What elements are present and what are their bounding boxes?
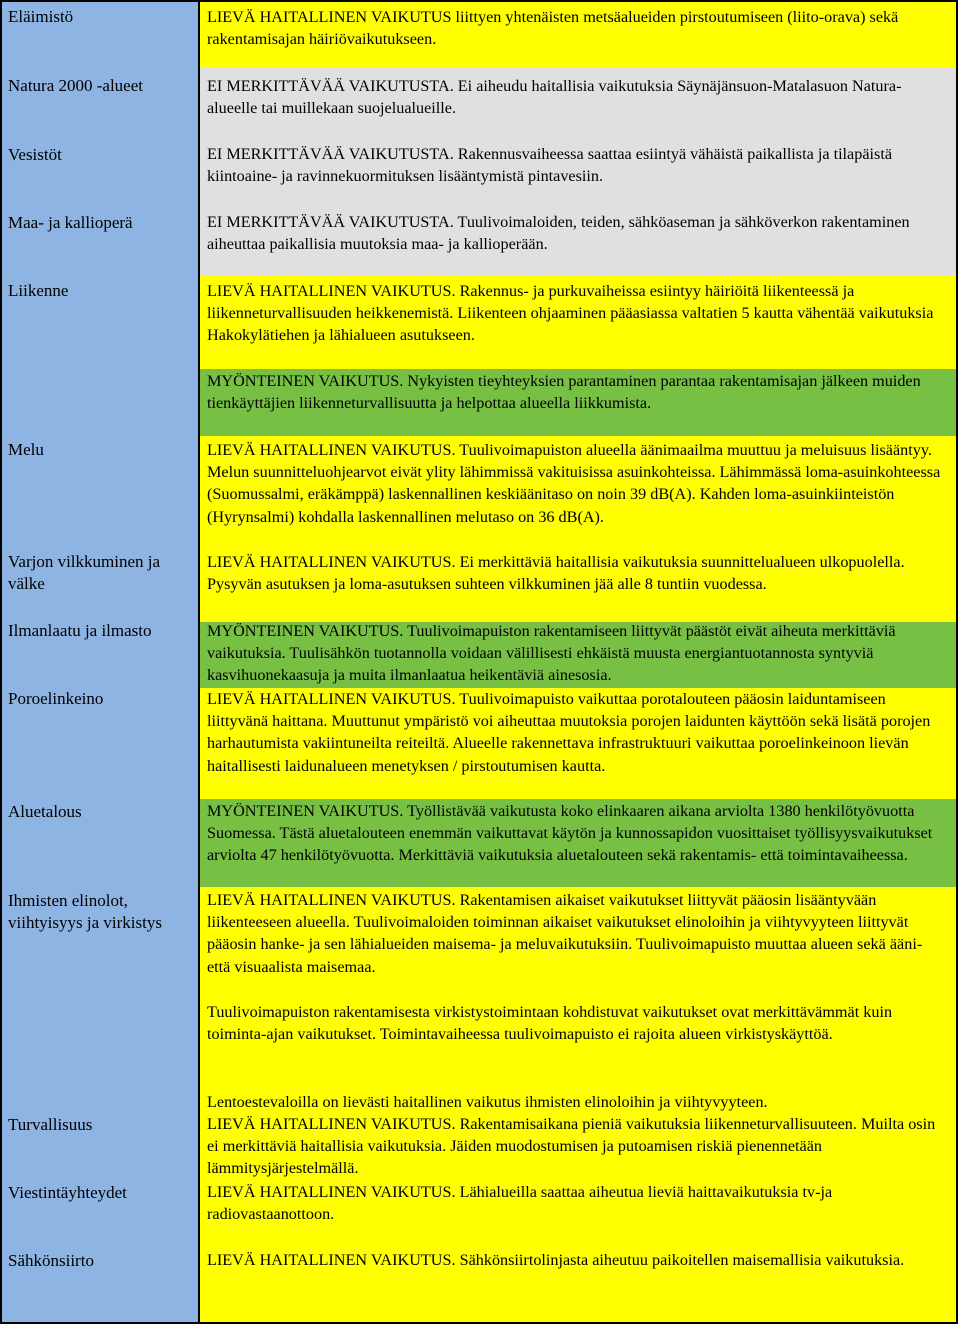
text-viestinta: LIEVÄ HAITALLINEN VAIKUTUS. Lähialueilla saattaa aiheutua lieviä haittavaikutuksia tv-ja radiovastaanottoon. [207,1183,833,1224]
label-poro: Poroelinkeino [8,689,104,708]
border-left [0,0,2,1324]
text-vesistot: EI MERKITTÄVÄÄ VAIKUTUSTA. Rakennusvaiheessa saattaa esiintyä vähäistä paikallista ja tilapäistä kiintoaine- ja ravinnekuormituksen lisääntymistä pintavesiin. [207,145,893,186]
text-aluetalous: MYÖNTEINEN VAIKUTUS. Työllistävää vaikutusta koko elinkaaren aikana arviolta 1380 henkilötyövuotta Suomessa. Tästä aluetalouteen enemmän vaikuttavat käytön ja kunnossapidon vuosittaiset työllisyysvaikutukset arviolta 47 henkilötyövuotta. Merkittäviä vaikutuksia aluetalouteen sekä rakentamis- että toimintavaiheessa. [207,802,933,865]
text-maa: EI MERKITTÄVÄÄ VAIKUTUSTA. Tuulivoimaloiden, teiden, sähköaseman ja sähköverkon rakentaminen aiheuttaa paikallisia muutoksia maa- ja kallioperään. [207,213,910,254]
label-ihmiset: Ihmisten elinolot, viihtyisyys ja virkistys [8,891,162,932]
label-maa: Maa- ja kallioperä [8,213,133,232]
text-liikenne-1: LIEVÄ HAITALLINEN VAIKUTUS. Rakennus- ja purkuvaiheissa esiintyy häiriöitä liikenteessä ja liikenneturvallisuuden heikkenemistä. Liikenteen ohjaaminen pääasiassa valtatien 5 kautta vähentää vaikutuksia Hakokylätiehen ja lähialueen asutukseen. [207,282,934,345]
text-ihmiset-1: LIEVÄ HAITALLINEN VAIKUTUS. Rakentamisen aikaiset vaikutukset liittyvät pääosin lisääntyvään liikenteeseen alueella. Tuulivoimaloiden toiminnan aikaiset vaikutukset elinoloihin ja viihtyvyyteen liittyvät pääosin hanke- ja sen lähialueiden maisema- ja meluvaikutuksiin. Tuulivoimapuisto muuttaa alueen sekä ääni- että visuaalista maisemaa. [207,891,923,976]
border-top [0,0,958,2]
label-viestinta: Viestintäyhteydet [8,1183,127,1202]
label-turvallisuus: Turvallisuus [8,1115,93,1134]
text-sahko: LIEVÄ HAITALLINEN VAIKUTUS. Sähkönsiirtolinjasta aiheutuu paikoitellen maisemallisia vaikutuksia. [207,1251,905,1269]
text-turvallisuus: LIEVÄ HAITALLINEN VAIKUTUS. Rakentamisaikana pieniä vaikutuksia liikenneturvallisuuteen. Muilta osin ei merkittäviä haitallisia vaikutuksia. Jäiden muodostumisen ja putoamisen riskiä pienennetään lämmitysjärjestelmällä. [207,1115,936,1178]
text-natura: EI MERKITTÄVÄÄ VAIKUTUSTA. Ei aiheudu haitallisia vaikutuksia Säynäjänsuon-Matalasuon Natura-alueelle tai muillekaan suojelualueille. [207,77,902,118]
text-ihmiset-2: Tuulivoimapuiston rakentamisesta virkistystoimintaan kohdistuvat vaikutukset ovat merkittävämmät kuin toiminta-ajan vaikutukset. Toimintavaiheessa tuulivoimapuisto ei rajoita alueen virkistyskäyttöä. [207,1003,893,1044]
text-ilma: MYÖNTEINEN VAIKUTUS. Tuulivoimapuiston rakentamiseen liittyvät päästöt eivät aiheuta merkittäviä vaikutuksia. Tuulisähkön tuotannolla voidaan välillisesti ehkäistä muusta energiantuotannosta syntyviä kasvihuonekaasuja ja muita ilmanlaatua heikentäviä ainesosia. [207,622,896,685]
text-melu: LIEVÄ HAITALLINEN VAIKUTUS. Tuulivoimapuiston alueella äänimaailma muuttuu ja meluisuus lisääntyy. Melun suunnitteluohjearvot eivät ylity lähimmissä vakituisissa asuinkohteissa. Lähimmässä loma-asuinkohteessa (Suomussalmi, eräkämppä) laskennallinen keskiäänitaso on noin 39 dB(A). Kahden loma-asuinkiinteistön (Hyrynsalmi) kohdalla laskennallinen melutaso on 36 dB(A). [207,441,941,526]
label-vesistot: Vesistöt [8,145,62,164]
label-aluetalous: Aluetalous [8,802,82,821]
text-liikenne-2: MYÖNTEINEN VAIKUTUS. Nykyisten tieyhteyksien parantaminen parantaa rakentamisajan jälkeen muiden tienkäyttäjien liikenneturvallisuutta ja helpottaa alueella liikkumista. [207,372,921,413]
label-varjo: Varjon vilkkuminen ja välke [8,552,161,593]
label-elaimisto: Eläimistö [8,7,74,26]
label-sahko: Sähkönsiirto [8,1251,94,1270]
text-varjo: LIEVÄ HAITALLINEN VAIKUTUS. Ei merkittäviä haitallisia vaikutuksia suunnittelualueen ulkopuolella. Pysyvän asutuksen ja loma-asutuksen suhteen vilkkuminen jää alle 8 tuntiin vuodessa. [207,553,905,594]
text-elaimisto: LIEVÄ HAITALLINEN VAIKUTUS liittyen yhtenäisten metsäalueiden pirstoutumiseen (liito-orava) sekä rakentamisajan häiriövaikutukseen. [207,8,899,49]
text-ihmiset-3: Lentoestevaloilla on lievästi haitallinen vaikutus ihmisten elinoloihin ja viihtyvyyteen. [207,1093,768,1111]
label-ilma: Ilmanlaatu ja ilmasto [8,621,152,640]
label-natura: Natura 2000 -alueet [8,76,143,95]
border-right [956,0,958,1324]
label-melu: Melu [8,440,44,459]
text-poro: LIEVÄ HAITALLINEN VAIKUTUS. Tuulivoimapuisto vaikuttaa porotalouteen pääosin laiduntamiseen liittyvänä haittana. Muuttunut ympäristö voi aiheuttaa muutoksia porojen laidunten käyttöön sekä lisätä porojen harhautumista vakiintuneilta reiteiltä. Alueelle rakennettava infrastruktuuri vaikuttaa poroelinkeinoon lievän haitallisesti laidunalueen menetyksen / pirstoutumisen kautta. [207,690,931,775]
label-liikenne: Liikenne [8,281,69,300]
border-middle [198,0,200,1324]
